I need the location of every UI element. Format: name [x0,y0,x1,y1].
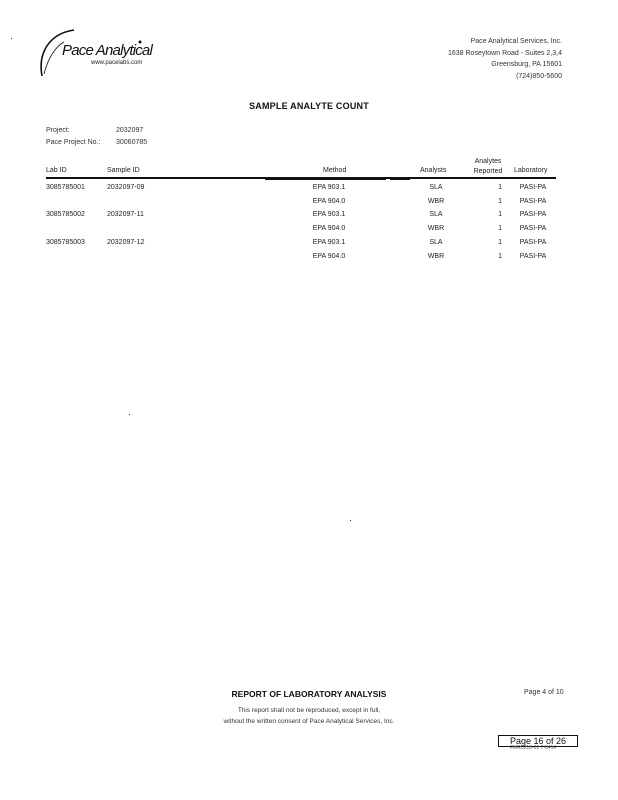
cell-method: EPA 903.1 [312,184,346,191]
address-line: (724)850-5600 [516,72,562,80]
cell-method: EPA 903.1 [312,211,346,218]
header-method: Method [323,167,347,174]
scan-speck [11,38,12,39]
header-laboratory: Laboratory [514,167,548,174]
header-divider-thin [390,179,410,180]
cell-analysts: WBR [427,198,445,205]
logo-text: Pace Analytical [62,42,152,59]
logo-url: www.pacelabs.com [91,60,143,66]
cell-reported: 1 [498,198,502,205]
header-analysts: Analysts [420,167,447,174]
cell-laboratory: PASI-PA [519,253,547,260]
cell-reported: 1 [498,239,502,246]
address-line: Greensburg, PA 15601 [491,61,562,68]
pace-project-label: Pace Project No.: [46,139,101,146]
cell-laboratory: PASI-PA [519,198,547,205]
project-row [46,125,144,137]
pace-project-value: 30060785 [116,139,148,146]
cell-method: EPA 904.0 [312,225,346,232]
footer-note-line: without the written consent of Pace Analytical Services, Inc. [223,718,395,725]
cell-reported: 1 [498,253,502,260]
cell-analysts: SLA [429,211,443,218]
cell-reported: 1 [498,184,502,191]
address-line: Pace Analytical Services, Inc. [470,38,562,45]
project-label: Project: [46,127,70,134]
cell-analysts: SLA [429,184,443,191]
cell-reported: 1 [498,225,502,232]
cell-laboratory: PASI-PA [519,184,547,191]
footer-note-line: This report shall not be reproduced, except in full, [237,707,381,714]
header-analytes-line2: Reported [473,168,503,175]
cell-sample-id: 2032097-11 [107,211,144,218]
report-title: SAMPLE ANALYTE COUNT [249,101,369,111]
header-analytes-reported [468,157,508,177]
page-stamp: Page 16 of 26 [498,735,578,747]
header-analytes-line1: Analytes [474,158,502,165]
project-value: 2032097 [116,127,144,134]
cell-method: EPA 904.0 [312,198,346,205]
cell-analysts: WBR [427,253,445,260]
footer-title: REPORT OF LABORATORY ANALYSIS [231,689,387,699]
project-info [46,125,148,149]
cell-analysts: SLA [429,239,443,246]
cell-reported: 1 [498,211,502,218]
page-number: Page 4 of 10 [524,689,564,696]
cell-sample-id: 2032097-12 [107,239,145,246]
cell-sample-id: 2032097-09 [107,184,145,191]
footer-note [0,705,618,727]
scan-speck [129,414,130,415]
company-address [448,36,562,82]
cell-method: EPA 903.1 [312,239,346,246]
cell-laboratory: PASI-PA [519,225,547,232]
cell-lab-id: 3085785002 [46,211,85,218]
cell-lab-id: 3085785001 [46,184,85,191]
header-lab-id: Lab ID [46,167,67,174]
address-line: 1638 Roseytown Road - Suites 2,3,4 [447,49,562,57]
stamp-subtext: FMR0218-01 7-0414 [510,745,557,751]
cell-laboratory: PASI-PA [519,211,547,218]
cell-laboratory: PASI-PA [519,239,547,246]
cell-analysts: WBR [427,225,445,232]
company-logo [34,24,164,80]
cell-method: EPA 904.0 [312,253,346,260]
header-sample-id: Sample ID [107,167,140,174]
cell-lab-id: 3085785003 [46,239,85,246]
header-divider-thin [265,179,386,180]
scan-speck [350,520,351,521]
pace-project-row [46,137,148,149]
